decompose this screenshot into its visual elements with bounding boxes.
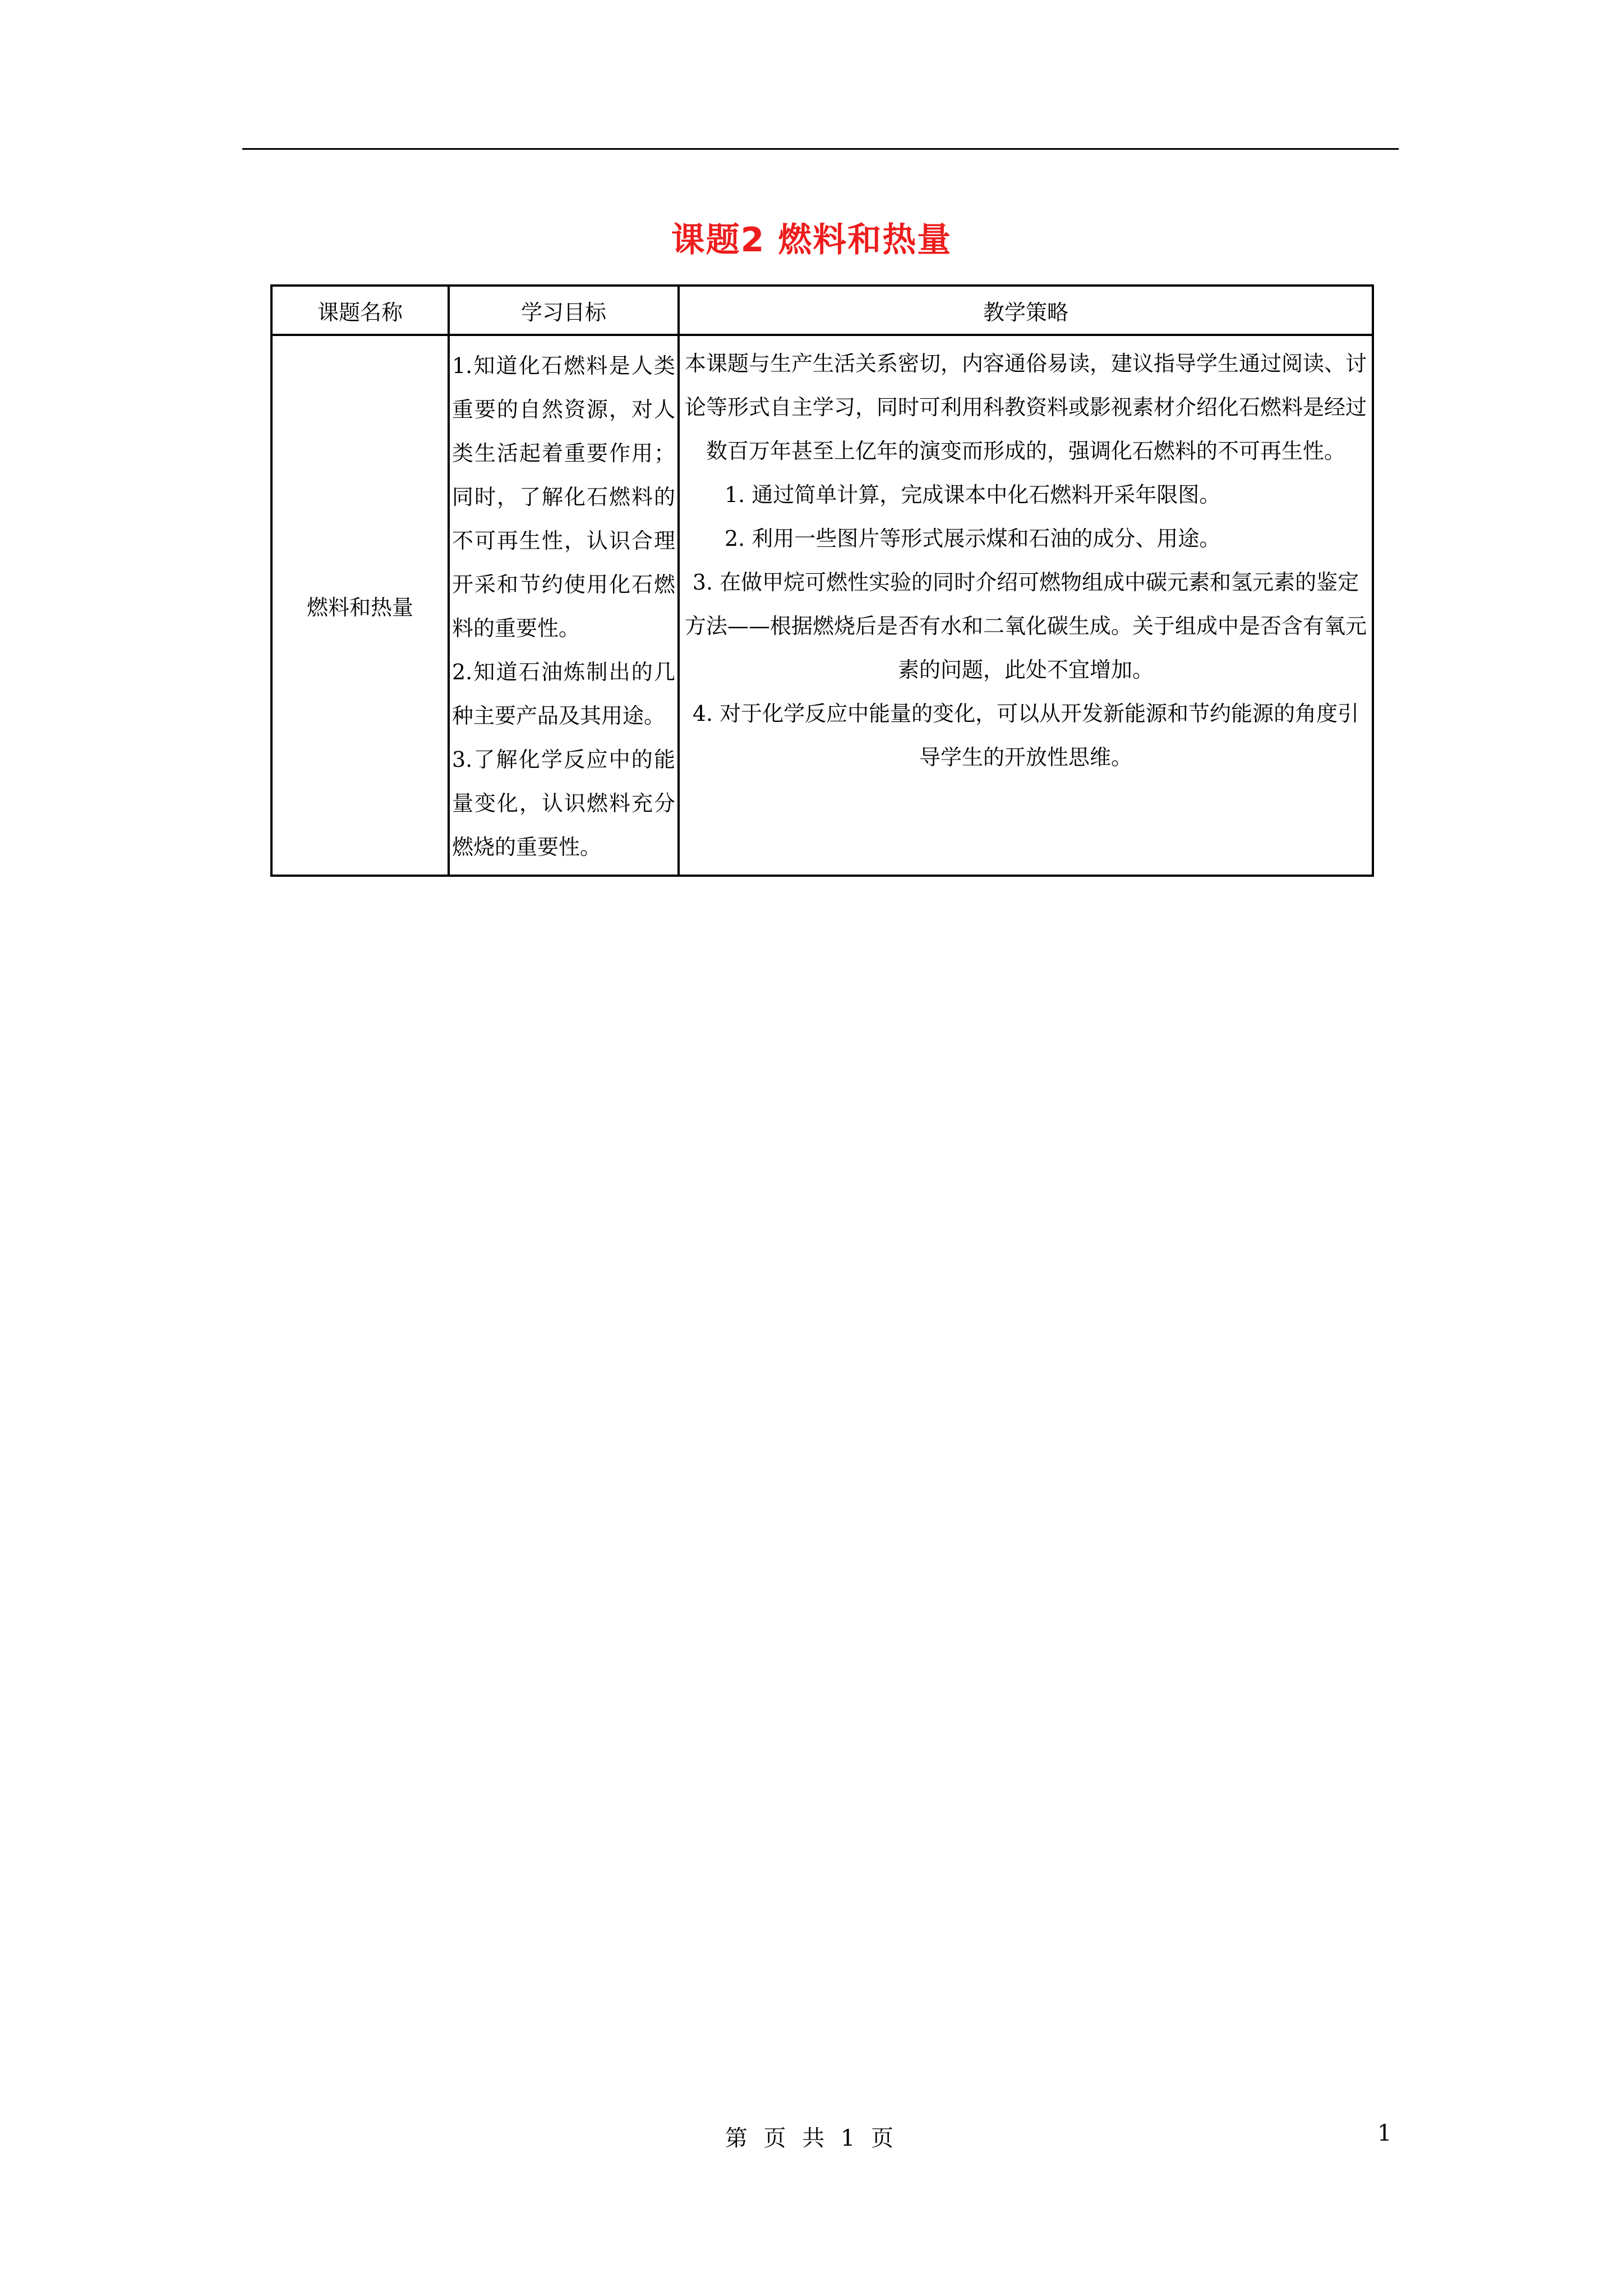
goal-item: 2.知道石油炼制出的几种主要产品及其用途。 xyxy=(452,660,675,728)
goal-item: 1.知道化石燃料是人类重要的自然资源，对人类生活起着重要作用；同时，了解化石燃料的不可再生性，认识合理开采和节约使用化石燃料的重要性。 xyxy=(452,353,675,641)
lesson-plan-table xyxy=(270,284,1374,877)
footer-page-count: 第 页 共 1 页 xyxy=(725,2125,898,2151)
strategy-intro: 本课题与生产生活关系密切，内容通俗易读，建议指导学生通过阅读、讨论等形式自主学习，同时可利用科教资料或影视素材介绍化石燃料是经过数百万年甚至上亿年的演变而形成的，强调化石燃料的不可再生性。 xyxy=(684,351,1367,463)
header-rule xyxy=(242,148,1399,150)
table-row xyxy=(271,335,1373,876)
strategy-item: 2. 利用一些图片等形式展示煤和石油的成分、用途。 xyxy=(725,526,1221,551)
goal-item: 3.了解化学反应中的能量变化，认识燃料充分燃烧的重要性。 xyxy=(452,747,675,859)
topic-name-cell: 燃料和热量 xyxy=(271,335,449,876)
header-learning-goals: 学习目标 xyxy=(449,286,679,335)
header-teaching-strategy: 教学策略 xyxy=(679,286,1373,335)
page-title: 课题2 燃料和热量 xyxy=(671,220,952,260)
learning-goals-cell xyxy=(449,335,679,876)
teaching-strategy-cell xyxy=(679,335,1373,876)
strategy-item: 1. 通过简单计算，完成课本中化石燃料开采年限图。 xyxy=(725,482,1221,507)
header-topic-name: 课题名称 xyxy=(271,286,449,335)
footer-page-number: 1 xyxy=(1377,2120,1392,2146)
table-header-row xyxy=(271,286,1373,335)
strategy-item: 4. 对于化学反应中能量的变化，可以从开发新能源和节约能源的角度引导学生的开放性思维。 xyxy=(692,701,1359,770)
strategy-item: 3. 在做甲烷可燃性实验的同时介绍可燃物组成中碳元素和氢元素的鉴定方法——根据燃烧后是否有水和二氧化碳生成。关于组成中是否含有氧元素的问题，此处不宜增加。 xyxy=(684,570,1367,682)
